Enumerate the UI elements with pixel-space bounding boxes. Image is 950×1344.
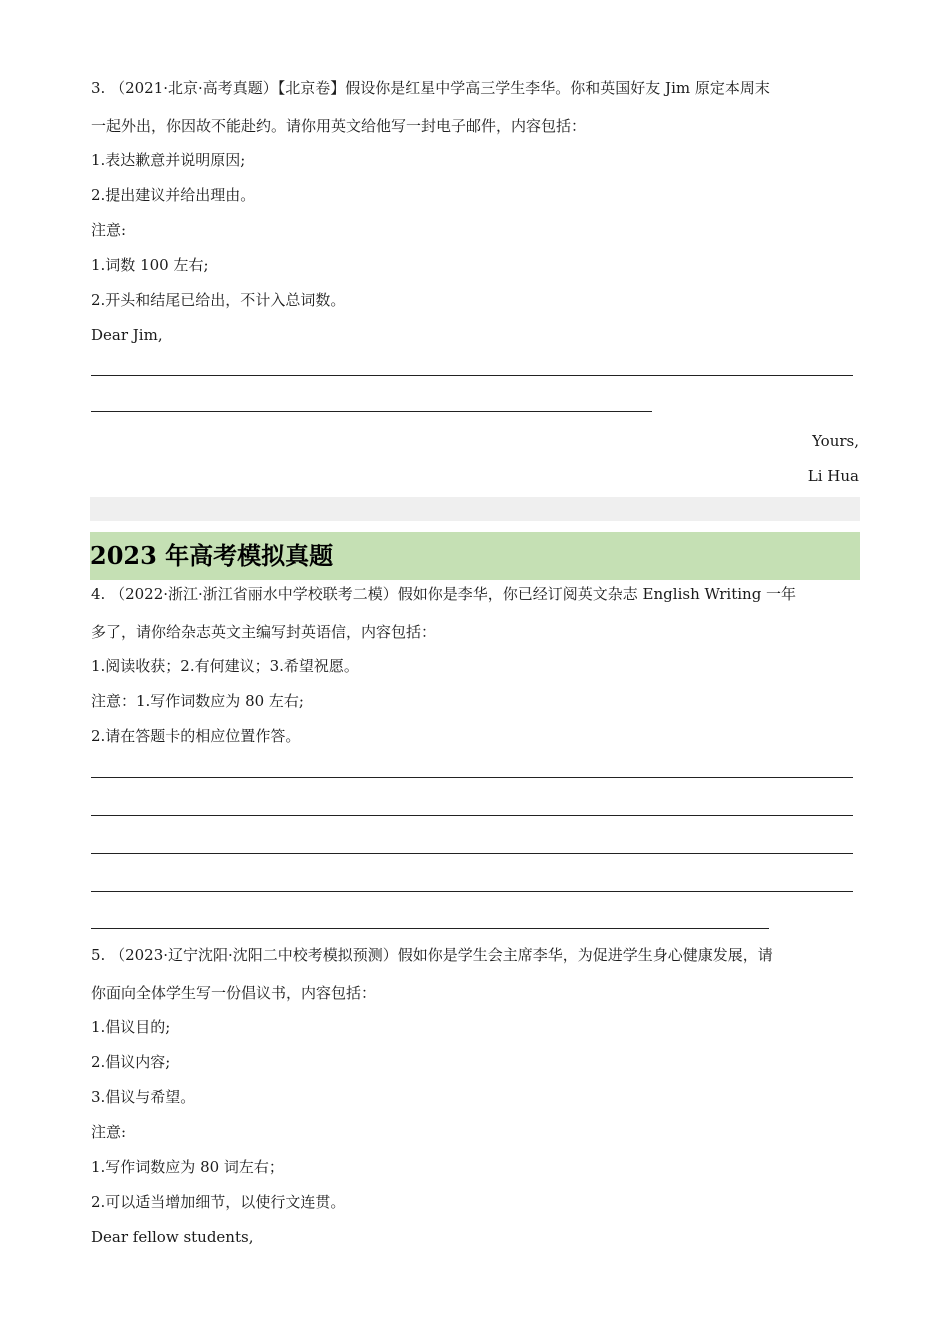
q4-answer-line-1[interactable] xyxy=(91,777,853,778)
q5-greeting: Dear fellow students, xyxy=(91,1228,254,1246)
q3-requirement-1: 1.表达歉意并说明原因; xyxy=(91,151,246,169)
q3-note-1: 1.词数 100 左右; xyxy=(91,256,209,274)
q3-requirement-2: 2.提出建议并给出理由。 xyxy=(91,186,256,204)
q4-note-1: 注意：1.写作词数应为 80 左右; xyxy=(91,692,304,710)
q4-answer-line-4[interactable] xyxy=(91,891,853,892)
section-title: 2023 年高考模拟真题 xyxy=(90,541,334,570)
q5-note-label: 注意: xyxy=(91,1123,127,1141)
q5-prompt-line-2: 你面向全体学生写一份倡议书，内容包括： xyxy=(91,984,377,1002)
q3-greeting: Dear Jim, xyxy=(91,326,163,344)
q3-note-2: 2.开头和结尾已给出，不计入总词数。 xyxy=(91,291,346,309)
q5-requirement-3: 3.倡议与希望。 xyxy=(91,1088,196,1106)
q4-answer-line-2[interactable] xyxy=(91,815,853,816)
q4-answer-line-3[interactable] xyxy=(91,853,853,854)
q5-requirement-2: 2.倡议内容; xyxy=(91,1053,171,1071)
q3-answer-line-2[interactable] xyxy=(91,411,652,412)
q3-closing: Yours, xyxy=(812,432,859,450)
q4-answer-line-5[interactable] xyxy=(91,928,769,929)
section-heading-band xyxy=(90,532,860,580)
q5-prompt-line-1: 5. （2023·辽宁沈阳·沈阳二中校考模拟预测）假如你是学生会主席李华，为促进学生身心健康发展，请 xyxy=(91,946,773,964)
q5-note-2: 2.可以适当增加细节，以使行文连贯。 xyxy=(91,1193,346,1211)
q4-prompt-line-2: 多了，请你给杂志英文主编写封英语信，内容包括： xyxy=(91,623,437,641)
section-divider xyxy=(90,497,860,521)
q4-prompt-line-1: 4. （2022·浙江·浙江省丽水中学校联考二模）假如你是李华，你已经订阅英文杂志 English Writing 一年 xyxy=(91,585,797,603)
q4-note-2: 2.请在答题卡的相应位置作答。 xyxy=(91,727,301,745)
q5-note-1: 1.写作词数应为 80 词左右； xyxy=(91,1158,284,1176)
q4-requirements: 1.阅读收获；2.有何建议；3.希望祝愿。 xyxy=(91,657,359,675)
q3-prompt-line-2: 一起外出，你因故不能赴约。请你用英文给他写一封电子邮件，内容包括： xyxy=(91,117,587,135)
q3-answer-line-1[interactable] xyxy=(91,375,853,376)
q3-signature: Li Hua xyxy=(807,467,859,485)
q5-requirement-1: 1.倡议目的; xyxy=(91,1018,171,1036)
q3-prompt-line-1: 3. （2021·北京·高考真题）【北京卷】假设你是红星中学高三学生李华。你和英国好友 Jim 原定本周末 xyxy=(91,79,770,97)
q3-note-label: 注意: xyxy=(91,221,127,239)
